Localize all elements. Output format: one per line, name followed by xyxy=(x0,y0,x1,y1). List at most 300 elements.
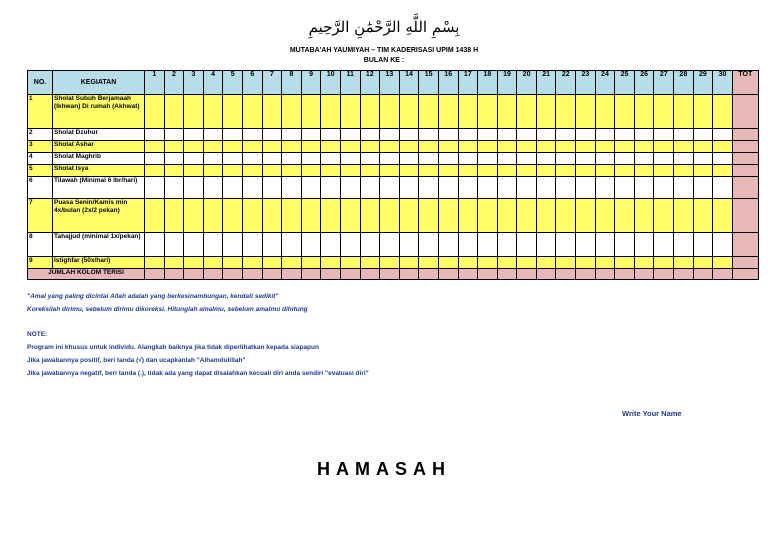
day-header: 12 xyxy=(360,71,380,95)
day-check-cell[interactable] xyxy=(184,141,204,153)
day-check-cell[interactable] xyxy=(242,141,262,153)
day-check-cell[interactable] xyxy=(301,165,321,177)
day-check-cell[interactable] xyxy=(634,153,654,165)
day-check-cell[interactable] xyxy=(693,153,713,165)
sum-cell xyxy=(203,269,223,280)
day-check-cell[interactable] xyxy=(458,177,478,199)
day-check-cell[interactable] xyxy=(419,95,439,129)
day-check-cell[interactable] xyxy=(145,165,165,177)
day-check-cell[interactable] xyxy=(595,165,615,177)
day-check-cell[interactable] xyxy=(693,165,713,177)
day-check-cell[interactable] xyxy=(380,153,400,165)
day-check-cell[interactable] xyxy=(340,257,360,269)
day-check-cell[interactable] xyxy=(536,141,556,153)
activity-name: Istighfar (50x/hari) xyxy=(53,257,145,269)
day-check-cell[interactable] xyxy=(242,165,262,177)
day-check-cell[interactable] xyxy=(438,141,458,153)
day-check-cell[interactable] xyxy=(419,153,439,165)
day-check-cell[interactable] xyxy=(419,199,439,233)
day-check-cell[interactable] xyxy=(301,199,321,233)
day-check-cell[interactable] xyxy=(438,165,458,177)
day-check-cell[interactable] xyxy=(203,199,223,233)
day-check-cell[interactable] xyxy=(634,129,654,141)
day-check-cell[interactable] xyxy=(360,177,380,199)
day-check-cell[interactable] xyxy=(674,153,694,165)
day-header: 15 xyxy=(419,71,439,95)
day-check-cell[interactable] xyxy=(693,199,713,233)
day-check-cell[interactable] xyxy=(360,257,380,269)
day-check-cell[interactable] xyxy=(223,141,243,153)
day-check-cell[interactable] xyxy=(458,257,478,269)
day-check-cell[interactable] xyxy=(399,199,419,233)
day-check-cell[interactable] xyxy=(223,165,243,177)
day-check-cell[interactable] xyxy=(282,153,302,165)
day-check-cell[interactable] xyxy=(478,129,498,141)
day-check-cell[interactable] xyxy=(223,129,243,141)
day-check-cell[interactable] xyxy=(399,233,419,257)
day-check-cell[interactable] xyxy=(301,141,321,153)
day-check-cell[interactable] xyxy=(713,141,733,153)
day-check-cell[interactable] xyxy=(497,177,517,199)
day-header: 8 xyxy=(282,71,302,95)
day-check-cell[interactable] xyxy=(654,129,674,141)
day-check-cell[interactable] xyxy=(497,129,517,141)
day-check-cell[interactable] xyxy=(164,177,184,199)
day-check-cell[interactable] xyxy=(242,199,262,233)
day-check-cell[interactable] xyxy=(634,233,654,257)
sum-cell xyxy=(497,269,517,280)
day-check-cell[interactable] xyxy=(556,177,576,199)
day-check-cell[interactable] xyxy=(478,153,498,165)
day-check-cell[interactable] xyxy=(693,177,713,199)
day-check-cell[interactable] xyxy=(145,153,165,165)
day-check-cell[interactable] xyxy=(399,177,419,199)
day-check-cell[interactable] xyxy=(360,233,380,257)
day-check-cell[interactable] xyxy=(360,165,380,177)
day-check-cell[interactable] xyxy=(360,95,380,129)
day-check-cell[interactable] xyxy=(301,95,321,129)
day-check-cell[interactable] xyxy=(203,233,223,257)
day-header: 22 xyxy=(556,71,576,95)
day-check-cell[interactable] xyxy=(203,165,223,177)
day-check-cell[interactable] xyxy=(282,129,302,141)
day-check-cell[interactable] xyxy=(693,95,713,129)
day-check-cell[interactable] xyxy=(576,141,596,153)
day-check-cell[interactable] xyxy=(203,257,223,269)
day-check-cell[interactable] xyxy=(419,233,439,257)
day-check-cell[interactable] xyxy=(203,141,223,153)
day-check-cell[interactable] xyxy=(380,129,400,141)
day-check-cell[interactable] xyxy=(536,95,556,129)
day-check-cell[interactable] xyxy=(321,141,341,153)
day-check-cell[interactable] xyxy=(458,141,478,153)
day-check-cell[interactable] xyxy=(654,165,674,177)
day-check-cell[interactable] xyxy=(262,141,282,153)
day-check-cell[interactable] xyxy=(674,129,694,141)
day-check-cell[interactable] xyxy=(380,233,400,257)
day-check-cell[interactable] xyxy=(517,199,537,233)
day-check-cell[interactable] xyxy=(145,177,165,199)
day-check-cell[interactable] xyxy=(615,177,635,199)
day-check-cell[interactable] xyxy=(282,199,302,233)
day-check-cell[interactable] xyxy=(321,199,341,233)
day-check-cell[interactable] xyxy=(615,141,635,153)
activity-row xyxy=(28,153,759,165)
day-check-cell[interactable] xyxy=(576,199,596,233)
day-check-cell[interactable] xyxy=(301,233,321,257)
activity-row xyxy=(28,129,759,141)
day-check-cell[interactable] xyxy=(478,95,498,129)
day-check-cell[interactable] xyxy=(654,233,674,257)
sum-cell xyxy=(595,269,615,280)
day-check-cell[interactable] xyxy=(615,257,635,269)
day-check-cell[interactable] xyxy=(458,129,478,141)
day-check-cell[interactable] xyxy=(184,257,204,269)
day-check-cell[interactable] xyxy=(615,199,635,233)
activity-name: Sholat Ashar xyxy=(53,141,145,153)
day-check-cell[interactable] xyxy=(576,233,596,257)
grand-total-cell xyxy=(732,269,758,280)
day-check-cell[interactable] xyxy=(556,257,576,269)
day-check-cell[interactable] xyxy=(203,129,223,141)
day-check-cell[interactable] xyxy=(576,129,596,141)
day-check-cell[interactable] xyxy=(595,257,615,269)
day-check-cell[interactable] xyxy=(203,95,223,129)
day-check-cell[interactable] xyxy=(497,141,517,153)
day-check-cell[interactable] xyxy=(242,129,262,141)
day-check-cell[interactable] xyxy=(184,199,204,233)
day-check-cell[interactable] xyxy=(556,199,576,233)
activity-row xyxy=(28,165,759,177)
day-check-cell[interactable] xyxy=(164,257,184,269)
day-check-cell[interactable] xyxy=(478,233,498,257)
day-check-cell[interactable] xyxy=(615,129,635,141)
day-check-cell[interactable] xyxy=(674,199,694,233)
day-check-cell[interactable] xyxy=(164,233,184,257)
day-check-cell[interactable] xyxy=(223,95,243,129)
day-check-cell[interactable] xyxy=(282,233,302,257)
day-check-cell[interactable] xyxy=(340,95,360,129)
day-check-cell[interactable] xyxy=(438,177,458,199)
day-check-cell[interactable] xyxy=(615,153,635,165)
day-check-cell[interactable] xyxy=(536,129,556,141)
day-check-cell[interactable] xyxy=(380,257,400,269)
day-check-cell[interactable] xyxy=(713,257,733,269)
day-check-cell[interactable] xyxy=(360,153,380,165)
day-check-cell[interactable] xyxy=(340,153,360,165)
day-check-cell[interactable] xyxy=(674,95,694,129)
day-check-cell[interactable] xyxy=(282,141,302,153)
day-check-cell[interactable] xyxy=(223,177,243,199)
day-check-cell[interactable] xyxy=(634,95,654,129)
day-check-cell[interactable] xyxy=(380,165,400,177)
day-check-cell[interactable] xyxy=(497,165,517,177)
day-check-cell[interactable] xyxy=(713,165,733,177)
day-check-cell[interactable] xyxy=(517,95,537,129)
day-check-cell[interactable] xyxy=(693,141,713,153)
day-check-cell[interactable] xyxy=(478,165,498,177)
day-check-cell[interactable] xyxy=(145,129,165,141)
day-check-cell[interactable] xyxy=(399,129,419,141)
day-check-cell[interactable] xyxy=(223,233,243,257)
day-check-cell[interactable] xyxy=(145,257,165,269)
day-check-cell[interactable] xyxy=(164,129,184,141)
day-check-cell[interactable] xyxy=(595,177,615,199)
day-check-cell[interactable] xyxy=(301,129,321,141)
day-check-cell[interactable] xyxy=(399,257,419,269)
day-check-cell[interactable] xyxy=(458,165,478,177)
day-check-cell[interactable] xyxy=(340,141,360,153)
day-check-cell[interactable] xyxy=(713,177,733,199)
day-check-cell[interactable] xyxy=(301,153,321,165)
day-check-cell[interactable] xyxy=(419,165,439,177)
day-check-cell[interactable] xyxy=(497,233,517,257)
day-check-cell[interactable] xyxy=(340,129,360,141)
day-check-cell[interactable] xyxy=(674,233,694,257)
day-check-cell[interactable] xyxy=(223,199,243,233)
day-check-cell[interactable] xyxy=(478,177,498,199)
day-check-cell[interactable] xyxy=(321,233,341,257)
day-check-cell[interactable] xyxy=(595,233,615,257)
day-check-cell[interactable] xyxy=(615,233,635,257)
day-check-cell[interactable] xyxy=(654,141,674,153)
day-check-cell[interactable] xyxy=(438,199,458,233)
day-check-cell[interactable] xyxy=(399,153,419,165)
day-check-cell[interactable] xyxy=(203,177,223,199)
sum-cell xyxy=(713,269,733,280)
day-check-cell[interactable] xyxy=(223,153,243,165)
day-check-cell[interactable] xyxy=(380,141,400,153)
day-check-cell[interactable] xyxy=(380,177,400,199)
day-check-cell[interactable] xyxy=(184,177,204,199)
day-check-cell[interactable] xyxy=(536,165,556,177)
day-check-cell[interactable] xyxy=(517,141,537,153)
day-check-cell[interactable] xyxy=(517,153,537,165)
day-check-cell[interactable] xyxy=(634,177,654,199)
day-check-cell[interactable] xyxy=(693,257,713,269)
day-check-cell[interactable] xyxy=(360,199,380,233)
day-check-cell[interactable] xyxy=(478,141,498,153)
day-check-cell[interactable] xyxy=(497,95,517,129)
day-check-cell[interactable] xyxy=(399,95,419,129)
day-check-cell[interactable] xyxy=(164,165,184,177)
day-check-cell[interactable] xyxy=(713,153,733,165)
day-check-cell[interactable] xyxy=(184,153,204,165)
day-check-cell[interactable] xyxy=(184,165,204,177)
day-check-cell[interactable] xyxy=(380,199,400,233)
day-check-cell[interactable] xyxy=(634,199,654,233)
sum-cell xyxy=(556,269,576,280)
day-check-cell[interactable] xyxy=(693,233,713,257)
day-check-cell[interactable] xyxy=(262,129,282,141)
day-check-cell[interactable] xyxy=(595,153,615,165)
day-check-cell[interactable] xyxy=(223,257,243,269)
day-check-cell[interactable] xyxy=(654,177,674,199)
day-check-cell[interactable] xyxy=(713,95,733,129)
day-check-cell[interactable] xyxy=(242,233,262,257)
day-check-cell[interactable] xyxy=(497,153,517,165)
day-check-cell[interactable] xyxy=(517,257,537,269)
day-check-cell[interactable] xyxy=(438,233,458,257)
day-check-cell[interactable] xyxy=(458,199,478,233)
day-check-cell[interactable] xyxy=(674,257,694,269)
day-check-cell[interactable] xyxy=(654,257,674,269)
day-check-cell[interactable] xyxy=(262,257,282,269)
sum-cell xyxy=(145,269,165,280)
day-check-cell[interactable] xyxy=(556,165,576,177)
day-check-cell[interactable] xyxy=(654,95,674,129)
day-check-cell[interactable] xyxy=(282,177,302,199)
day-check-cell[interactable] xyxy=(536,153,556,165)
day-check-cell[interactable] xyxy=(654,199,674,233)
day-header: 20 xyxy=(517,71,537,95)
day-check-cell[interactable] xyxy=(164,153,184,165)
day-check-cell[interactable] xyxy=(321,153,341,165)
day-check-cell[interactable] xyxy=(340,165,360,177)
day-check-cell[interactable] xyxy=(145,95,165,129)
day-check-cell[interactable] xyxy=(713,199,733,233)
day-check-cell[interactable] xyxy=(595,129,615,141)
day-check-cell[interactable] xyxy=(262,233,282,257)
kegiatan-header: KEGIATAN xyxy=(53,71,145,95)
day-check-cell[interactable] xyxy=(713,233,733,257)
day-check-cell[interactable] xyxy=(340,177,360,199)
activity-name: Sholat Dzuhur xyxy=(53,129,145,141)
day-check-cell[interactable] xyxy=(497,257,517,269)
day-check-cell[interactable] xyxy=(399,141,419,153)
day-check-cell[interactable] xyxy=(399,165,419,177)
day-check-cell[interactable] xyxy=(321,129,341,141)
day-check-cell[interactable] xyxy=(242,257,262,269)
day-check-cell[interactable] xyxy=(321,165,341,177)
day-check-cell[interactable] xyxy=(360,141,380,153)
day-check-cell[interactable] xyxy=(615,165,635,177)
day-check-cell[interactable] xyxy=(419,129,439,141)
day-check-cell[interactable] xyxy=(164,199,184,233)
day-check-cell[interactable] xyxy=(282,95,302,129)
day-check-cell[interactable] xyxy=(262,177,282,199)
day-check-cell[interactable] xyxy=(674,177,694,199)
day-check-cell[interactable] xyxy=(576,177,596,199)
day-check-cell[interactable] xyxy=(478,199,498,233)
day-check-cell[interactable] xyxy=(242,95,262,129)
day-check-cell[interactable] xyxy=(497,199,517,233)
day-check-cell[interactable] xyxy=(576,153,596,165)
day-check-cell[interactable] xyxy=(301,257,321,269)
day-check-cell[interactable] xyxy=(693,129,713,141)
note-line-3: Jika jawabannya negatif, beri tanda (.), tidak ada yang dapat disalahkan kecuali diri anda sendiri "evaluasi diri" xyxy=(27,370,369,377)
day-check-cell[interactable] xyxy=(164,95,184,129)
day-check-cell[interactable] xyxy=(595,95,615,129)
day-header: 27 xyxy=(654,71,674,95)
day-check-cell[interactable] xyxy=(517,233,537,257)
day-check-cell[interactable] xyxy=(595,199,615,233)
day-check-cell[interactable] xyxy=(556,129,576,141)
signature-label: Write Your Name xyxy=(622,409,682,418)
day-check-cell[interactable] xyxy=(438,153,458,165)
day-check-cell[interactable] xyxy=(438,95,458,129)
day-header: 24 xyxy=(595,71,615,95)
day-check-cell[interactable] xyxy=(321,177,341,199)
day-check-cell[interactable] xyxy=(145,233,165,257)
day-check-cell[interactable] xyxy=(615,95,635,129)
day-check-cell[interactable] xyxy=(419,177,439,199)
day-check-cell[interactable] xyxy=(634,257,654,269)
day-check-cell[interactable] xyxy=(674,141,694,153)
day-check-cell[interactable] xyxy=(517,165,537,177)
day-check-cell[interactable] xyxy=(164,141,184,153)
day-check-cell[interactable] xyxy=(556,233,576,257)
day-check-cell[interactable] xyxy=(380,95,400,129)
day-check-cell[interactable] xyxy=(242,177,262,199)
day-check-cell[interactable] xyxy=(340,199,360,233)
day-check-cell[interactable] xyxy=(340,233,360,257)
day-check-cell[interactable] xyxy=(556,95,576,129)
day-check-cell[interactable] xyxy=(360,129,380,141)
day-check-cell[interactable] xyxy=(438,129,458,141)
sum-row xyxy=(28,269,759,280)
day-check-cell[interactable] xyxy=(556,153,576,165)
day-check-cell[interactable] xyxy=(556,141,576,153)
day-check-cell[interactable] xyxy=(634,141,654,153)
day-check-cell[interactable] xyxy=(713,129,733,141)
day-check-cell[interactable] xyxy=(262,95,282,129)
day-check-cell[interactable] xyxy=(517,129,537,141)
day-check-cell[interactable] xyxy=(321,257,341,269)
day-header: 5 xyxy=(223,71,243,95)
row-total-cell xyxy=(732,129,758,141)
day-check-cell[interactable] xyxy=(458,95,478,129)
day-header: 16 xyxy=(438,71,458,95)
day-check-cell[interactable] xyxy=(576,257,596,269)
day-check-cell[interactable] xyxy=(262,153,282,165)
day-check-cell[interactable] xyxy=(517,177,537,199)
day-check-cell[interactable] xyxy=(145,199,165,233)
day-check-cell[interactable] xyxy=(184,95,204,129)
day-check-cell[interactable] xyxy=(654,153,674,165)
day-check-cell[interactable] xyxy=(262,165,282,177)
day-check-cell[interactable] xyxy=(536,257,556,269)
day-check-cell[interactable] xyxy=(242,153,262,165)
activity-number: 7 xyxy=(28,199,53,233)
day-check-cell[interactable] xyxy=(674,165,694,177)
day-check-cell[interactable] xyxy=(536,177,556,199)
day-check-cell[interactable] xyxy=(184,233,204,257)
day-check-cell[interactable] xyxy=(301,177,321,199)
row-total-cell xyxy=(732,177,758,199)
day-check-cell[interactable] xyxy=(458,233,478,257)
day-check-cell[interactable] xyxy=(203,153,223,165)
day-check-cell[interactable] xyxy=(478,257,498,269)
day-check-cell[interactable] xyxy=(184,129,204,141)
sum-cell xyxy=(615,269,635,280)
day-check-cell[interactable] xyxy=(458,153,478,165)
day-check-cell[interactable] xyxy=(536,233,556,257)
day-check-cell[interactable] xyxy=(634,165,654,177)
day-check-cell[interactable] xyxy=(419,141,439,153)
day-check-cell[interactable] xyxy=(536,199,556,233)
day-check-cell[interactable] xyxy=(262,199,282,233)
day-check-cell[interactable] xyxy=(321,95,341,129)
day-check-cell[interactable] xyxy=(595,141,615,153)
day-check-cell[interactable] xyxy=(282,257,302,269)
day-check-cell[interactable] xyxy=(438,257,458,269)
day-check-cell[interactable] xyxy=(145,141,165,153)
day-check-cell[interactable] xyxy=(576,165,596,177)
day-check-cell[interactable] xyxy=(282,165,302,177)
day-check-cell[interactable] xyxy=(576,95,596,129)
day-check-cell[interactable] xyxy=(419,257,439,269)
